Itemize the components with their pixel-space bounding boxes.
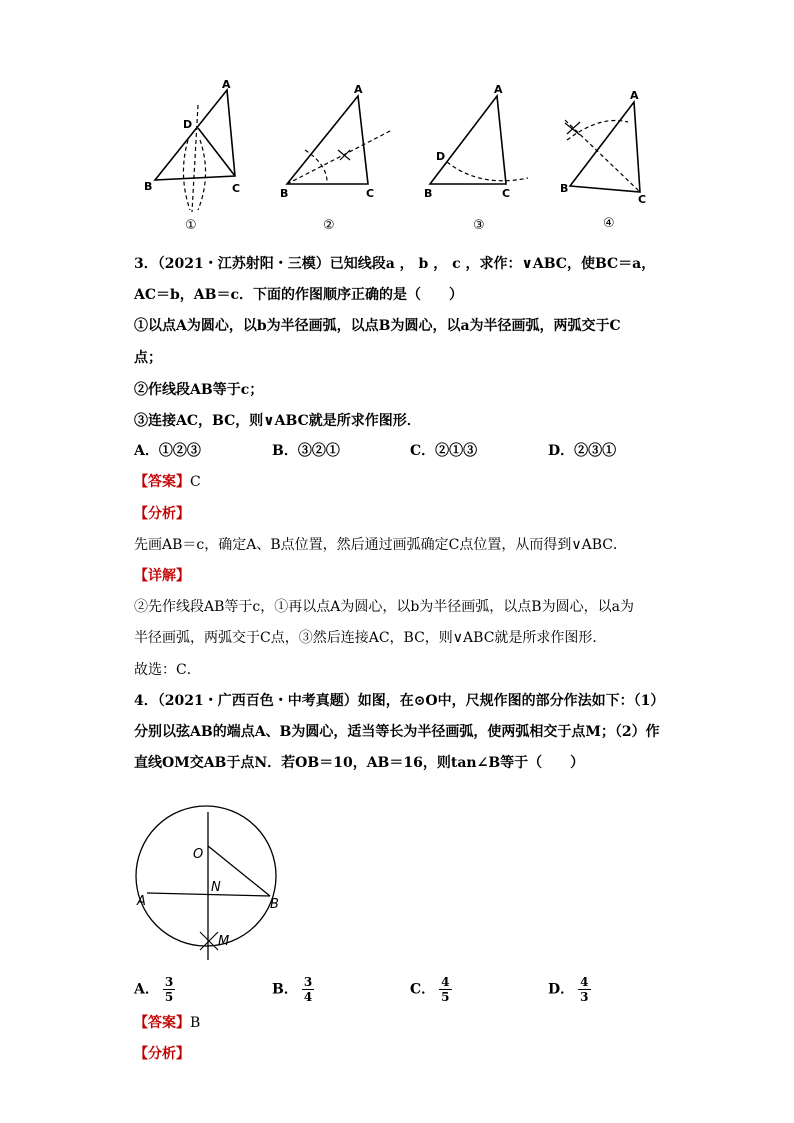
q3-analysis: 先画AB＝c，确定A、B点位置，然后通过画弧确定C点位置，从而得到∨ABC．	[134, 537, 627, 553]
q3-stem-line1	[134, 254, 655, 274]
figure-label-4: ④	[603, 216, 615, 231]
construction-figures	[0, 0, 794, 240]
q4-option-a	[134, 975, 175, 1004]
label-a: A	[137, 894, 146, 909]
circle-o	[136, 806, 276, 946]
figure-label-2: ②	[323, 218, 335, 233]
fraction-denominator: 5	[164, 990, 174, 1004]
fraction-denominator: 5	[441, 990, 450, 1004]
q3-answer	[134, 472, 201, 492]
fig4-label-a: A	[630, 89, 639, 102]
figure1-arc-left	[183, 140, 190, 210]
q4-option-d	[548, 975, 591, 1004]
q4-option-c-fraction	[439, 975, 451, 1004]
q4-option-a-fraction	[163, 975, 175, 1004]
q3-choose: 故选：C．	[134, 662, 201, 678]
fig4-label-c: C	[638, 193, 647, 206]
q3-option-d: D．②③①	[548, 443, 617, 459]
q3-stem-line2: AC＝b，AB＝c．下面的作图顺序正确的是（ ）	[134, 287, 464, 303]
figure2-cross	[338, 150, 350, 160]
fig1-label-c: C	[232, 182, 241, 195]
fig1-label-b: B	[144, 180, 153, 193]
figure3-triangle	[430, 96, 506, 184]
q3-stem-part2: a ， b ， c ，求作：∨ABC，使BC＝a，	[385, 256, 656, 272]
q4-option-c-letter: C．	[410, 981, 436, 998]
fig2-label-c: C	[366, 187, 375, 200]
figure1-segment-dc	[198, 128, 235, 176]
q4-stem-line2: 分别以弦AB的端点A、B为圆心，适当等长为半径画弧，使两弧相交于点M；（2）作	[134, 724, 660, 740]
q4-answer-tag: 【答案】	[134, 1015, 190, 1031]
q4-answer	[134, 1013, 200, 1033]
q4-option-b	[272, 975, 314, 1004]
fig1-label-a: A	[222, 78, 231, 91]
q4-option-b-fraction	[302, 975, 314, 1004]
figure2-arc	[305, 150, 327, 184]
q4-answer-value: B	[190, 1015, 201, 1031]
figure2-bisector	[287, 130, 392, 184]
q3-answer-tag: 【答案】	[134, 474, 190, 490]
q4-option-a-letter: A．	[134, 981, 159, 998]
q4-option-b-letter: B．	[272, 981, 298, 998]
figure1-triangle	[155, 90, 235, 180]
label-o: O	[193, 847, 204, 862]
figure2-triangle	[287, 96, 368, 184]
q3-stem-part1: 3．（2021・江苏射阳・三模）已知线段	[134, 256, 386, 272]
figure1-arc-right	[198, 140, 206, 210]
fig3-label-c: C	[502, 187, 511, 200]
fraction-numerator: 3	[164, 975, 174, 989]
figure1-perp-bisector	[192, 105, 198, 212]
figure-label-3: ③	[473, 218, 485, 233]
q4-stem-line1: 4．（2021・广西百色・中考真题）如图，在⊙O中，尺规作图的部分作法如下：（1）	[134, 693, 665, 709]
fig3-label-b: B	[424, 187, 433, 200]
label-b: B	[270, 897, 279, 912]
fig2-label-a: A	[354, 83, 363, 96]
fig2-label-b: B	[280, 187, 289, 200]
q4-option-d-fraction	[578, 975, 590, 1004]
arc-cross-m	[200, 932, 218, 950]
q3-step2: ②作线段AB等于c；	[134, 382, 264, 398]
q3-detail-line1: ②先作线段AB等于c，①再以点A为圆心，以b为半径画弧，以点B为圆心，以a为	[134, 599, 634, 615]
figure-label-1: ①	[185, 218, 197, 233]
q3-analysis-tag: 【分析】	[134, 506, 190, 522]
q4-stem-line3: 直线OM交AB于点N．若OB＝10，AB＝16，则tan∠B等于（ ）	[134, 755, 585, 771]
q3-step1-line1: ①以点A为圆心，以b为半径画弧，以点B为圆心，以a为半径画弧，两弧交于C	[134, 318, 621, 334]
figure4-cross	[565, 122, 580, 135]
figure4-triangle	[570, 102, 640, 192]
q3-step1-line2: 点；	[134, 350, 162, 366]
fig3-label-a: A	[494, 83, 503, 96]
label-m: M	[218, 934, 230, 949]
circle-figure	[130, 792, 330, 967]
q4-analysis-tag: 【分析】	[134, 1046, 190, 1062]
fraction-denominator: 4	[303, 990, 313, 1004]
fraction-numerator: 4	[580, 975, 589, 989]
fraction-denominator: 3	[580, 990, 589, 1004]
q3-option-b: B．③②①	[272, 443, 340, 459]
q3-detail-line2: 半径画弧，两弧交于C点，③然后连接AC，BC，则∨ABC就是所求作图形．	[134, 630, 607, 646]
figure3-arc	[447, 162, 528, 181]
q4-option-c	[410, 975, 452, 1004]
q3-detail-tag: 【详解】	[134, 568, 190, 584]
fraction-numerator: 4	[441, 975, 450, 989]
fig1-label-d: D	[183, 118, 193, 131]
q3-option-a: A．①②③	[134, 443, 201, 459]
label-n: N	[211, 880, 221, 895]
fig4-label-b: B	[560, 182, 569, 195]
fig3-label-d: D	[436, 150, 446, 163]
q3-option-c: C．②①③	[410, 443, 478, 459]
figure4-bisector	[565, 120, 640, 192]
fraction-numerator: 3	[303, 975, 313, 989]
q3-step3: ③连接AC，BC，则∨ABC就是所求作图形．	[134, 413, 421, 429]
q4-option-d-letter: D．	[548, 981, 575, 998]
q3-answer-value: C	[190, 474, 201, 490]
